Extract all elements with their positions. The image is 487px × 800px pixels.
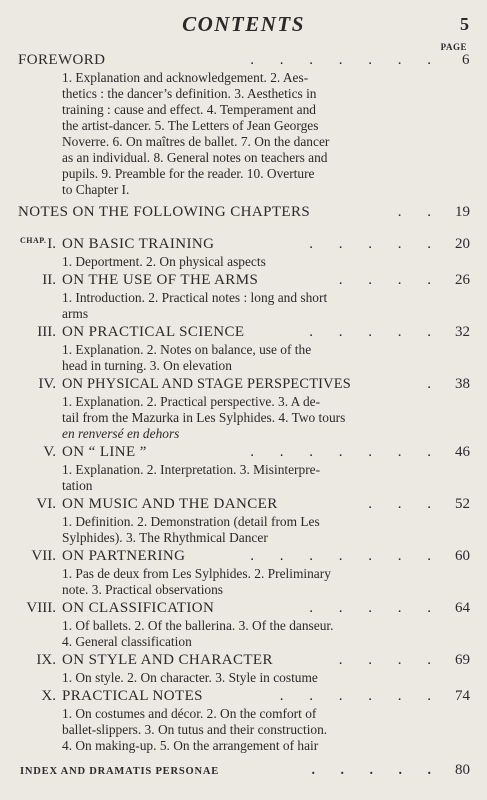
chapter-heading [18,496,470,513]
desc-line: 1. Explanation and acknowledgement. 2. Aes- [62,70,309,85]
desc-line: 1. Definition. 2. Demonstration (detail from Les [62,514,320,529]
chapter-heading [18,376,470,393]
desc-line: 1. Of ballets. 2. Of the ballerina. 3. Of the danseur. [62,618,334,633]
desc-line: arms [62,306,89,321]
chapter-page: 52 [455,496,470,512]
leader-dots: . [427,376,442,392]
index-page: 80 [455,762,470,778]
desc-line: 1. On costumes and décor. 2. On the comfort of [62,706,317,721]
chapter-heading [18,688,470,705]
chapter-number: VII. [31,548,56,564]
chapter-page: 46 [455,444,470,460]
chapter-column-label: CHAP. [20,236,47,245]
chapter-page: 60 [455,548,470,564]
chapter-title: ON MUSIC AND THE DANCER [62,496,278,512]
chapter-page: 32 [455,324,470,340]
chapter-description [62,618,468,650]
notes-title: NOTES ON THE FOLLOWING CHAPTERS [18,204,311,220]
chapter-number: I. [47,236,56,252]
leader-dots: . . . [368,496,442,512]
page-title: CONTENTS [182,12,305,36]
leader-dots: . . . . . [311,763,442,778]
desc-line: to Chapter I. [62,182,130,197]
chapter-heading [18,600,470,617]
chapter-description [62,342,468,374]
desc-line: ballet-slippers. 3. On tutus and their construction. [62,722,328,737]
chapter-page: 38 [455,376,470,392]
chapter-title: PRACTICAL NOTES [62,688,203,704]
leader-dots: . . . . . [309,324,442,340]
notes-page: 19 [455,204,470,220]
notes-heading [18,204,470,221]
desc-line: 1. Introduction. 2. Practical notes : long and short [62,290,328,305]
desc-line: tail from the Mazurka in Les Sylphides. 4. Two tours [62,410,346,425]
chapter-description [62,566,468,598]
desc-line: 1. Explanation. 2. Practical perspective. 3. A de- [62,394,321,409]
desc-line: note. 3. Practical observations [62,582,224,597]
chapter-title: ON PRACTICAL SCIENCE [62,324,245,340]
foreword-description [62,70,468,198]
desc-line: Noverre. 6. On maîtres de ballet. 7. On the dancer [62,134,330,149]
chapter-title: ON THE USE OF THE ARMS [62,272,259,288]
leader-dots: . . . . . . [279,688,442,704]
desc-line: 4. General classification [62,634,192,649]
page-column-label: PAGE [440,42,467,52]
page-number: 5 [460,14,469,34]
chapter-heading [18,324,470,341]
chapter-description [62,394,468,442]
desc-line: head in turning. 3. On elevation [62,358,232,373]
desc-line: tation [62,478,93,493]
chapter-description [62,462,468,494]
desc-line: 4. On making-up. 5. On the arrangement of hair [62,738,319,753]
chapter-number: IX. [36,652,56,668]
leader-dots: . . . . . . . [250,548,442,564]
leader-dots: . . . . . . . [250,52,442,68]
chapter-number: VI. [36,496,56,512]
chapter-number: II. [42,272,56,288]
leader-dots: . . . . [338,272,442,288]
chapter-title: ON “ LINE ” [62,444,147,460]
chapter-page: 69 [455,652,470,668]
chapter-heading [18,272,470,289]
chapter-title: ON PHYSICAL AND STAGE PERSPECTIVES [62,376,351,392]
chapter-title: ON STYLE AND CHARACTER [62,652,273,668]
leader-dots: . . [397,204,442,220]
chapter-heading [18,548,470,565]
desc-line: 1. Deportment. 2. On physical aspects [62,254,266,269]
leader-dots: . . . . [338,652,442,668]
chapter-description [62,670,468,686]
desc-line: 1. Explanation. 2. Notes on balance, use of the [62,342,312,357]
chapter-number: IV. [38,376,56,392]
chapter-title: ON BASIC TRAINING [62,236,215,252]
chapter-title: ON CLASSIFICATION [62,600,215,616]
leader-dots: . . . . . [309,600,442,616]
index-title: INDEX AND DRAMATIS PERSONAE [20,766,220,777]
chapter-heading [18,236,470,253]
desc-line: thetics : the dancer’s definition. 3. Aesthetics in [62,86,317,101]
chapter-page: 74 [455,688,470,704]
desc-line: en renversé en dehors [62,426,180,441]
desc-line: Sylphides). 3. The Rhythmical Dancer [62,530,268,545]
chapter-heading [18,444,470,461]
chapter-number: III. [37,324,56,340]
chapter-page: 20 [455,236,470,252]
desc-line: 1. On style. 2. On character. 3. Style in costume [62,670,318,685]
chapter-description [62,514,468,546]
desc-line: 1. Pas de deux from Les Sylphides. 2. Preliminary [62,566,331,581]
foreword-title: FOREWORD [18,52,106,68]
desc-line: pupils. 9. Preamble for the reader. 10. Overture [62,166,315,181]
chapter-description [62,254,468,270]
foreword-heading [18,52,470,69]
desc-line: as an individual. 8. General notes on teachers and [62,150,328,165]
foreword-page: 6 [462,52,470,68]
chapter-title: ON PARTNERING [62,548,186,564]
desc-line: 1. Explanation. 2. Interpretation. 3. Misinterpre- [62,462,321,477]
chapter-number: VIII. [26,600,56,616]
chapter-description [62,706,468,754]
chapter-description [62,290,468,322]
desc-line: training : cause and effect. 4. Temperament and [62,102,317,117]
chapter-number: X. [41,688,56,704]
index-heading [20,762,470,779]
leader-dots: . . . . . . . [250,444,442,460]
chapter-number: V. [43,444,56,460]
chapter-heading [18,652,470,669]
desc-line: the artist-dancer. 5. The Letters of Jean Georges [62,118,319,133]
leader-dots: . . . . . [309,236,442,252]
chapter-page: 26 [455,272,470,288]
chapter-page: 64 [455,600,470,616]
